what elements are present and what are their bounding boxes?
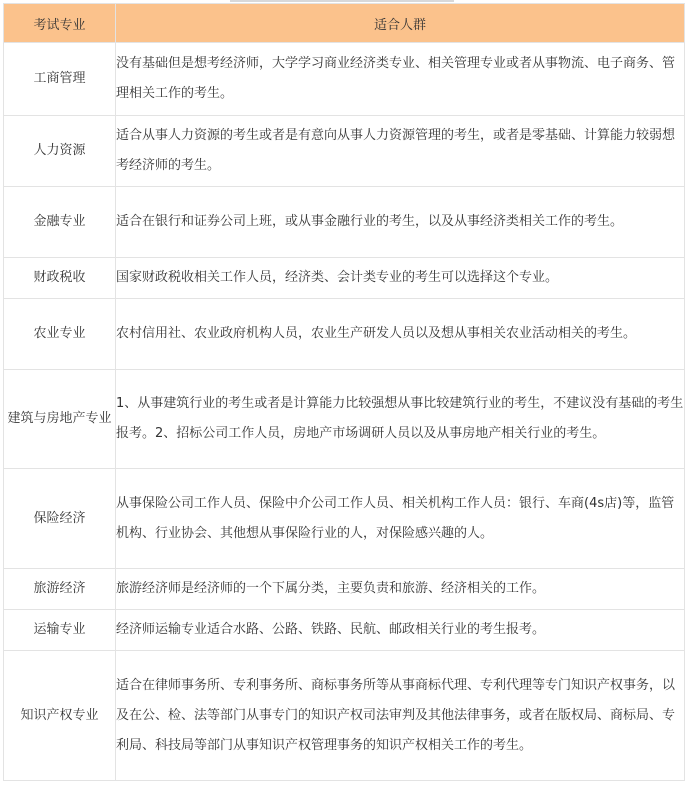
audience-cell: 适合从事人力资源的考生或者是有意向从事人力资源管理的考生，或者是零基础、计算能力较弱想考经济师的考生。 [116,116,685,187]
audience-cell: 没有基础但是想考经济师，大学学习商业经济类专业、相关管理专业或者从事物流、电子商务、管理相关工作的考生。 [116,43,685,116]
table-row [4,187,685,258]
major-cell: 人力资源 [4,116,116,187]
audience-cell: 旅游经济师是经济师的一个下属分类，主要负责和旅游、经济相关的工作。 [116,569,685,610]
table-row [4,299,685,370]
header-major: 考试专业 [4,4,116,43]
audience-cell: 农村信用社、农业政府机构人员，农业生产研发人员以及想从事相关农业活动相关的考生。 [116,299,685,370]
audience-cell: 1、从事建筑行业的考生或者是计算能力比较强想从事比较建筑行业的考生，不建议没有基础的考生报考。2、招标公司工作人员，房地产市场调研人员以及从事房地产相关行业的考生。 [116,370,685,469]
table-row [4,651,685,781]
major-cell: 建筑与房地产专业 [4,370,116,469]
table-header-row [4,4,685,43]
exam-major-table [3,3,685,781]
major-cell: 财政税收 [4,258,116,299]
major-cell: 保险经济 [4,469,116,569]
audience-cell: 经济师运输专业适合水路、公路、铁路、民航、邮政相关行业的考生报考。 [116,610,685,651]
table-row [4,116,685,187]
audience-cell: 国家财政税收相关工作人员，经济类、会计类专业的考生可以选择这个专业。 [116,258,685,299]
top-accent-line [230,0,454,2]
major-cell: 运输专业 [4,610,116,651]
major-cell: 知识产权专业 [4,651,116,781]
table-row [4,370,685,469]
major-cell: 农业专业 [4,299,116,370]
major-cell: 金融专业 [4,187,116,258]
table-row [4,43,685,116]
major-cell: 旅游经济 [4,569,116,610]
audience-cell: 适合在银行和证券公司上班，或从事金融行业的考生，以及从事经济类相关工作的考生。 [116,187,685,258]
header-audience: 适合人群 [116,4,685,43]
major-cell: 工商管理 [4,43,116,116]
table-row [4,610,685,651]
audience-cell: 从事保险公司工作人员、保险中介公司工作人员、相关机构工作人员：银行、车商(4s店)等，监管机构、行业协会、其他想从事保险行业的人，对保险感兴趣的人。 [116,469,685,569]
table-row [4,569,685,610]
table-row [4,258,685,299]
table-row [4,469,685,569]
audience-cell: 适合在律师事务所、专利事务所、商标事务所等从事商标代理、专利代理等专门知识产权事务，以及在公、检、法等部门从事专门的知识产权司法审判及其他法律事务，或者在版权局、商标局、专利局、科技局等部门从事知识产权管理事务的知识产权相关工作的考生。 [116,651,685,781]
